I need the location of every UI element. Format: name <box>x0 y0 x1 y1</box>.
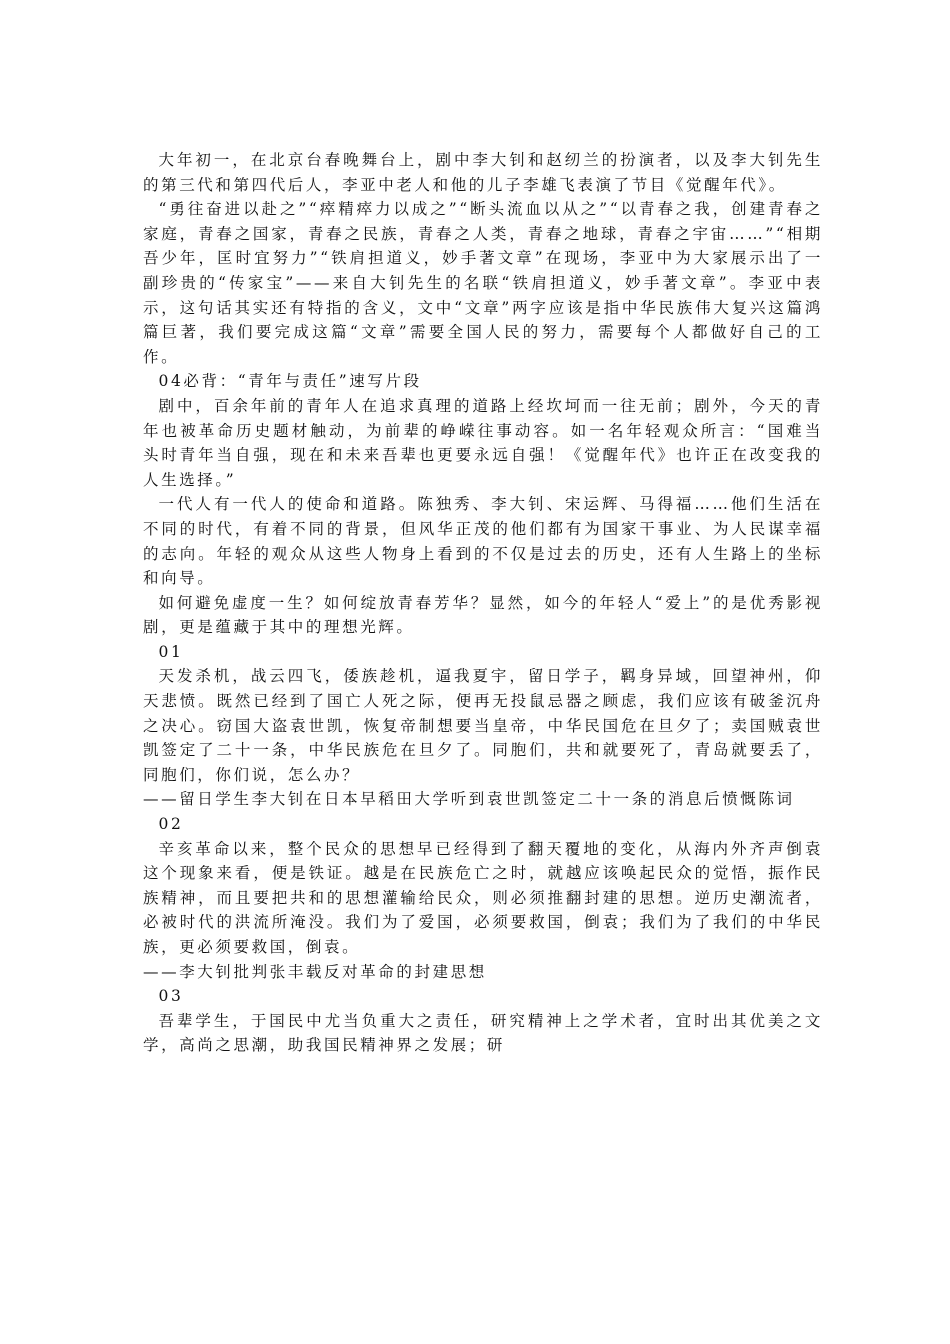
excerpt-number-03: 03 <box>158 987 184 1006</box>
paragraph-couplet: “勇往奋进以赴之”“瘁精瘁力以成之”“断头流血以从之”“以青春之我，创建青春之家庭，青春之国家，青春之民族，青春之人类，青春之地球，青春之宇宙……”“相期吾少年，匡时宜努力”“铁肩担道义，妙手著文章”在现场，李亚中为大家展示出了一副珍贵的“传家宝”——来自大钊先生的名联“铁肩担道义，妙手著文章”。李亚中表示，这句话其实还有特指的含义，文中“文章”两字应该是指中华民族伟大复兴这篇鸿篇巨著，我们要完成这篇“文章”需要全国人民的努力，需要每个人都做好自己的工作。 <box>143 200 823 366</box>
excerpt-01-text: 天发杀机，战云四飞，倭族趁机，逼我夏宇，留日学子，羁身异域，回望神州，仰天悲愤。既然已经到了国亡人死之际，便再无投鼠忌器之顾虑，我们应该有破釜沉舟之决心。窃国大盗袁世凯，恢复帝制想要当皇帝，中华民国危在旦夕了；卖国贼袁世凯签定了二十一条，中华民族危在旦夕了。同胞们，共和就要死了，青岛就要丢了，同胞们，你们说，怎么办？ <box>143 667 823 784</box>
excerpt-number-02: 02 <box>158 815 184 834</box>
excerpt-01-source: ——留日学生李大钊在日本早稻田大学听到袁世凯签定二十一条的消息后愤慨陈词 <box>143 790 795 809</box>
paragraph-generations: 一代人有一代人的使命和道路。陈独秀、李大钊、宋运辉、马得福……他们生活在不同的时代，有着不同的背景，但风华正茂的他们都有为国家干事业、为人民谋幸福的志向。年轻的观众从这些人物身上看到的不仅是过去的历史，还有人生路上的坐标和向导。 <box>143 495 823 588</box>
excerpt-number-01: 01 <box>158 642 184 661</box>
paragraph-how-to-live: 如何避免虚度一生？如何绽放青春芳华？显然，如今的年轻人“爱上”的是优秀影视剧，更是蕴藏于其中的理想光辉。 <box>143 593 823 637</box>
paragraph-in-drama: 剧中，百余年前的青年人在追求真理的道路上经坎坷而一往无前；剧外，今天的青年也被革命历史题材触动，为前辈的峥嵘往事动容。如一名年轻观众所言：“国难当头时青年当自强，现在和未来吾辈也更要永远自强！《觉醒年代》也许正在改变我的人生选择。” <box>143 396 823 489</box>
excerpt-02-text: 辛亥革命以来，整个民众的思想早已经得到了翻天覆地的变化，从海内外齐声倒袁这个现象来看，便是铁证。越是在民族危亡之时，就越应该唤起民众的觉悟，振作民族精神，而且要把共和的思想灌输给民众，则必须推翻封建的思想。逆历史潮流者，必被时代的洪流所淹没。我们为了爱国，必须要救国，倒袁；我们为了我们的中华民族，更必须要救国，倒袁。 <box>143 839 823 956</box>
paragraph-spring-gala: 大年初一，在北京台春晚舞台上，剧中李大钊和赵纫兰的扮演者，以及李大钊先生的第三代和第四代后人，李亚中老人和他的儿子李雄飞表演了节目《觉醒年代》。 <box>143 151 823 194</box>
excerpt-02-source: ——李大钊批判张丰载反对革命的封建思想 <box>143 962 487 981</box>
section-heading-youth-responsibility: 04必背：“青年与责任”速写片段 <box>158 372 422 391</box>
excerpt-03-text: 吾辈学生，于国民中尤当负重大之责任，研究精神上之学术者，宜时出其优美之文学，高尚之思潮，助我国民精神界之发展；研 <box>143 1011 823 1055</box>
document-body <box>143 148 823 1058</box>
